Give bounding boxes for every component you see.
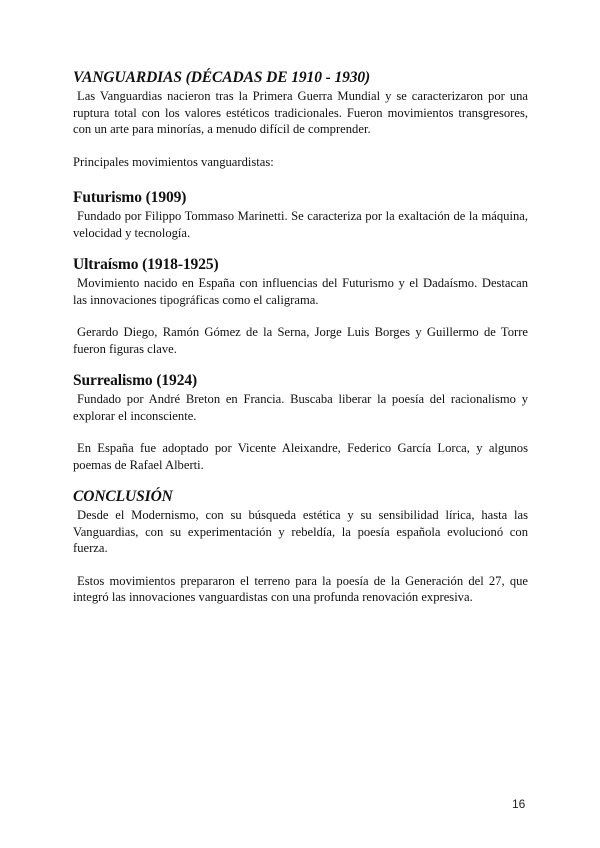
heading-conclusion: CONCLUSIÓN (73, 488, 173, 505)
page-number: 16 (512, 797, 526, 811)
intro-paragraph: Las Vanguardias nacieron tras la Primera Guerra Mundial y se caracterizaron por una ruptura total con los valores estéticos tradicionales. Fueron movimientos transgresores, con un arte para minorías, a menudo difícil de comprender. (73, 89, 528, 136)
document-page (73, 68, 528, 606)
heading-futurismo: Futurismo (1909) (73, 189, 187, 206)
heading-surrealismo: Surrealismo (1924) (73, 372, 198, 389)
ultraismo-paragraph-2: Gerardo Diego, Ramón Gómez de la Serna, Jorge Luis Borges y Guillermo de Torre fueron figuras clave. (73, 325, 528, 356)
heading-ultraismo: Ultraísmo (1918-1925) (73, 256, 219, 273)
movements-lead-text: Principales movimientos vanguardistas: (73, 154, 274, 169)
surrealismo-paragraph-1: Fundado por André Breton en Francia. Buscaba liberar la poesía del racionalismo y explorar el inconsciente. (73, 392, 528, 423)
futurismo-paragraph: Fundado por Filippo Tommaso Marinetti. Se caracteriza por la exaltación de la máquina, velocidad y tecnología. (73, 209, 528, 240)
ultraismo-paragraph-1: Movimiento nacido en España con influencias del Futurismo y el Dadaísmo. Destacan las innovaciones tipográficas como el caligrama. (73, 276, 528, 307)
surrealismo-paragraph-2: En España fue adoptado por Vicente Aleixandre, Federico García Lorca, y algunos poemas de Rafael Alberti. (73, 441, 528, 472)
conclusion-paragraph-1: Desde el Modernismo, con su búsqueda estética y su sensibilidad lírica, hasta las Vanguardias, con su experimentación y rebeldía, la poesía española evolucionó con fuerza. (73, 508, 528, 555)
section-title-vanguardias: VANGUARDIAS (DÉCADAS DE 1910 - 1930) (73, 69, 371, 86)
conclusion-paragraph-2: Estos movimientos prepararon el terreno para la poesía de la Generación del 27, que integró las innovaciones vanguardistas con una profunda renovación expresiva. (73, 573, 528, 604)
